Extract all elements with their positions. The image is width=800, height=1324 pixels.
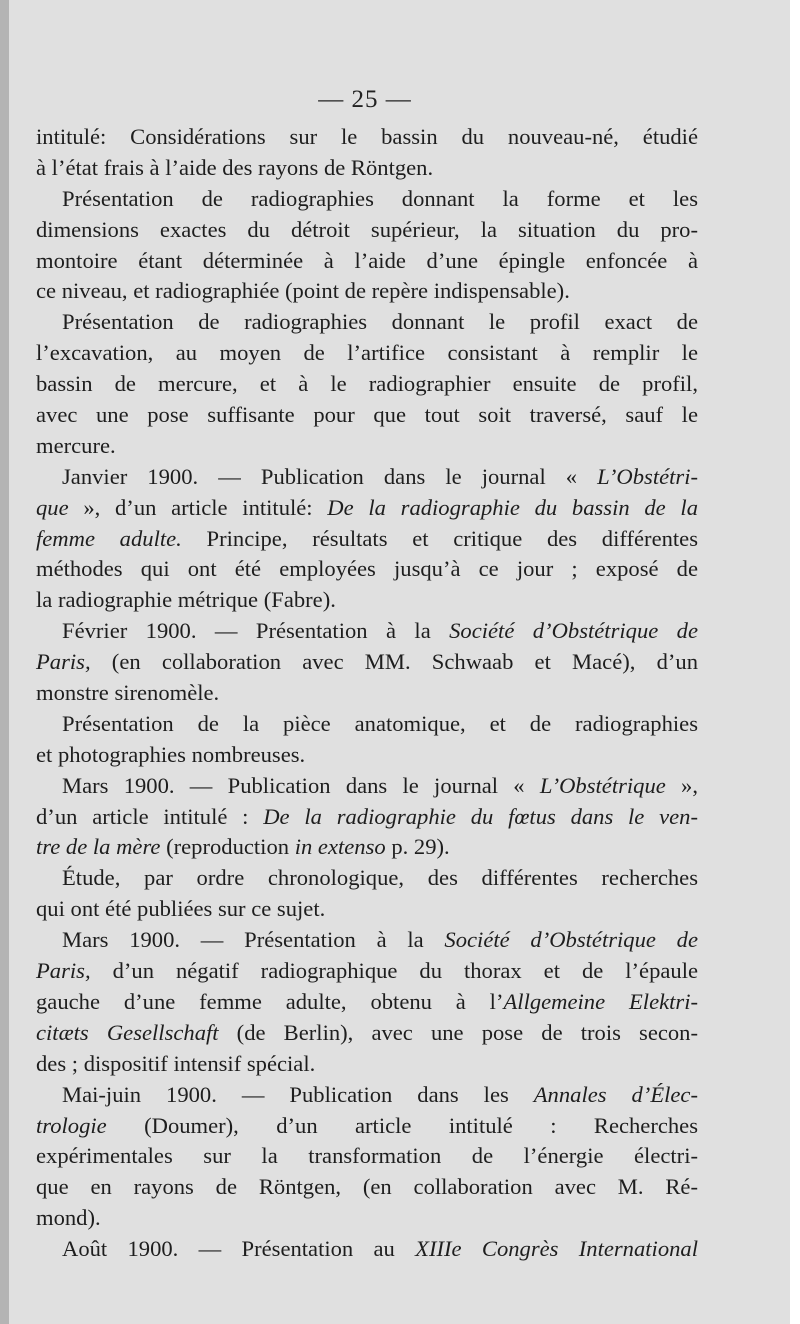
text-line [36, 246, 698, 277]
italic-text: in extenso [294, 834, 386, 860]
text-line [36, 554, 698, 585]
text-line [36, 276, 698, 307]
text-segment: ce niveau, et radiographiée (point de repère indispensable). [36, 278, 570, 304]
text-segment: l’excavation, au moyen de l’artifice consistant à remplir le [36, 340, 698, 366]
text-segment: que en rayons de Röntgen, (en collaboration avec M. Ré- [36, 1174, 698, 1200]
italic-text: tre de la mère [36, 834, 161, 860]
text-segment: et photographies nombreuses. [36, 741, 306, 767]
text-segment: montoire étant déterminée à l’aide d’une épingle enfoncée à [36, 247, 698, 273]
text-line [36, 524, 698, 555]
text-segment: qui ont été publiées sur ce sujet. [36, 896, 326, 922]
text-segment: Février 1900. — Présentation à la [62, 618, 450, 644]
text-line [36, 400, 698, 431]
italic-text: trologie [36, 1112, 107, 1138]
text-segment: Présentation de radiographies donnant le profil exact de [62, 309, 698, 335]
text-segment: expérimentales sur la transformation de l’énergie électri- [36, 1143, 698, 1169]
text-line [36, 462, 698, 493]
text-segment: Août 1900. — Présentation au [62, 1236, 416, 1262]
text-line [36, 307, 698, 338]
italic-text: Société d’Obstétrique de [449, 618, 698, 644]
text-line [36, 616, 698, 647]
text-segment: mond). [36, 1205, 101, 1231]
text-segment: bassin de mercure, et à le radiographier ensuite de profil, [36, 371, 698, 397]
italic-text: femme adulte. [36, 525, 182, 551]
text-line [36, 493, 698, 524]
text-line [36, 987, 698, 1018]
text-line [36, 184, 698, 215]
text-segment: Principe, résultats et critique des différentes [181, 525, 698, 551]
text-segment: d’un article intitulé : [36, 803, 264, 829]
text-segment: gauche d’une femme adulte, obtenu à l’ [36, 988, 504, 1014]
text-line [36, 647, 698, 678]
text-segment: à l’état frais à l’aide des rayons de Röntgen. [36, 154, 434, 180]
text-line [36, 1111, 698, 1142]
text-segment: dimensions exactes du détroit supérieur, la situation du pro- [36, 216, 698, 242]
italic-text: Paris, [36, 958, 91, 984]
text-segment: Présentation de la pièce anatomique, et de radiographies [62, 710, 698, 736]
text-line [36, 1141, 698, 1172]
text-segment: (en collaboration avec MM. Schwaab et Macé), d’un [90, 649, 698, 675]
body-text [36, 122, 698, 1265]
text-segment: », d’un article intitulé: [68, 494, 328, 520]
italic-text: XIIIe Congrès International [415, 1236, 698, 1262]
text-line [36, 709, 698, 740]
text-segment: Janvier 1900. — Publication dans le journal « [62, 463, 598, 489]
italic-text: que [36, 494, 69, 520]
italic-text: L’Obstétri- [597, 463, 698, 489]
text-line [36, 894, 698, 925]
text-segment: la radiographie métrique (Fabre). [36, 587, 336, 613]
italic-text: Paris, [36, 649, 91, 675]
text-line [36, 1049, 698, 1080]
italic-text: De la radiographie du bassin de la [327, 494, 698, 520]
text-segment: », [665, 772, 698, 798]
text-segment: Mars 1900. — Publication dans le journal « [62, 772, 540, 798]
text-line [36, 369, 698, 400]
text-segment: d’un négatif radiographique du thorax et de l’épaule [90, 958, 698, 984]
text-line [36, 678, 698, 709]
italic-text: citæts Gesellschaft [36, 1019, 219, 1045]
text-line [36, 1203, 698, 1234]
text-line [36, 1234, 698, 1265]
text-line [36, 1018, 698, 1049]
page-number: — 25 — [318, 86, 412, 113]
text-segment: des ; dispositif intensif spécial. [36, 1050, 316, 1076]
text-line [36, 802, 698, 833]
text-segment: (de Berlin), avec une pose de trois secon- [218, 1019, 698, 1045]
text-line [36, 585, 698, 616]
text-segment: (Doumer), d’un article intitulé : Recherches [106, 1112, 698, 1138]
text-line [36, 338, 698, 369]
text-segment: mercure. [36, 432, 116, 458]
text-segment: p. 29). [385, 834, 450, 860]
text-line [36, 1080, 698, 1111]
text-line [36, 956, 698, 987]
text-segment: Mars 1900. — Présentation à la [62, 927, 445, 953]
text-line [36, 1172, 698, 1203]
text-line [36, 771, 698, 802]
italic-text: Société d’Obstétrique de [444, 927, 698, 953]
text-segment: (reproduction [160, 834, 295, 860]
text-line [36, 153, 698, 184]
text-line [36, 215, 698, 246]
italic-text: Annales d’Élec- [533, 1081, 698, 1107]
italic-text: De la radiographie du fœtus dans le ven- [263, 803, 698, 829]
italic-text: L’Obstétrique [539, 772, 666, 798]
text-segment: Présentation de radiographies donnant la forme et les [62, 185, 698, 211]
text-segment: méthodes qui ont été employées jusqu’à ce jour ; exposé de [36, 556, 698, 582]
text-line [36, 925, 698, 956]
text-segment: Mai-juin 1900. — Publication dans les [62, 1081, 534, 1107]
text-segment: Étude, par ordre chronologique, des différentes recherches [62, 865, 698, 891]
text-segment: intitulé: Considérations sur le bassin du nouveau-né, étudié [36, 124, 698, 149]
text-line [36, 740, 698, 771]
text-line [36, 431, 698, 462]
text-segment: monstre sirenomèle. [36, 680, 220, 706]
text-segment: avec une pose suffisante pour que tout soit traversé, sauf le [36, 402, 698, 428]
italic-text: Allgemeine Elektri- [503, 988, 698, 1014]
text-line [36, 863, 698, 894]
text-line [36, 122, 698, 153]
text-line [36, 832, 698, 863]
